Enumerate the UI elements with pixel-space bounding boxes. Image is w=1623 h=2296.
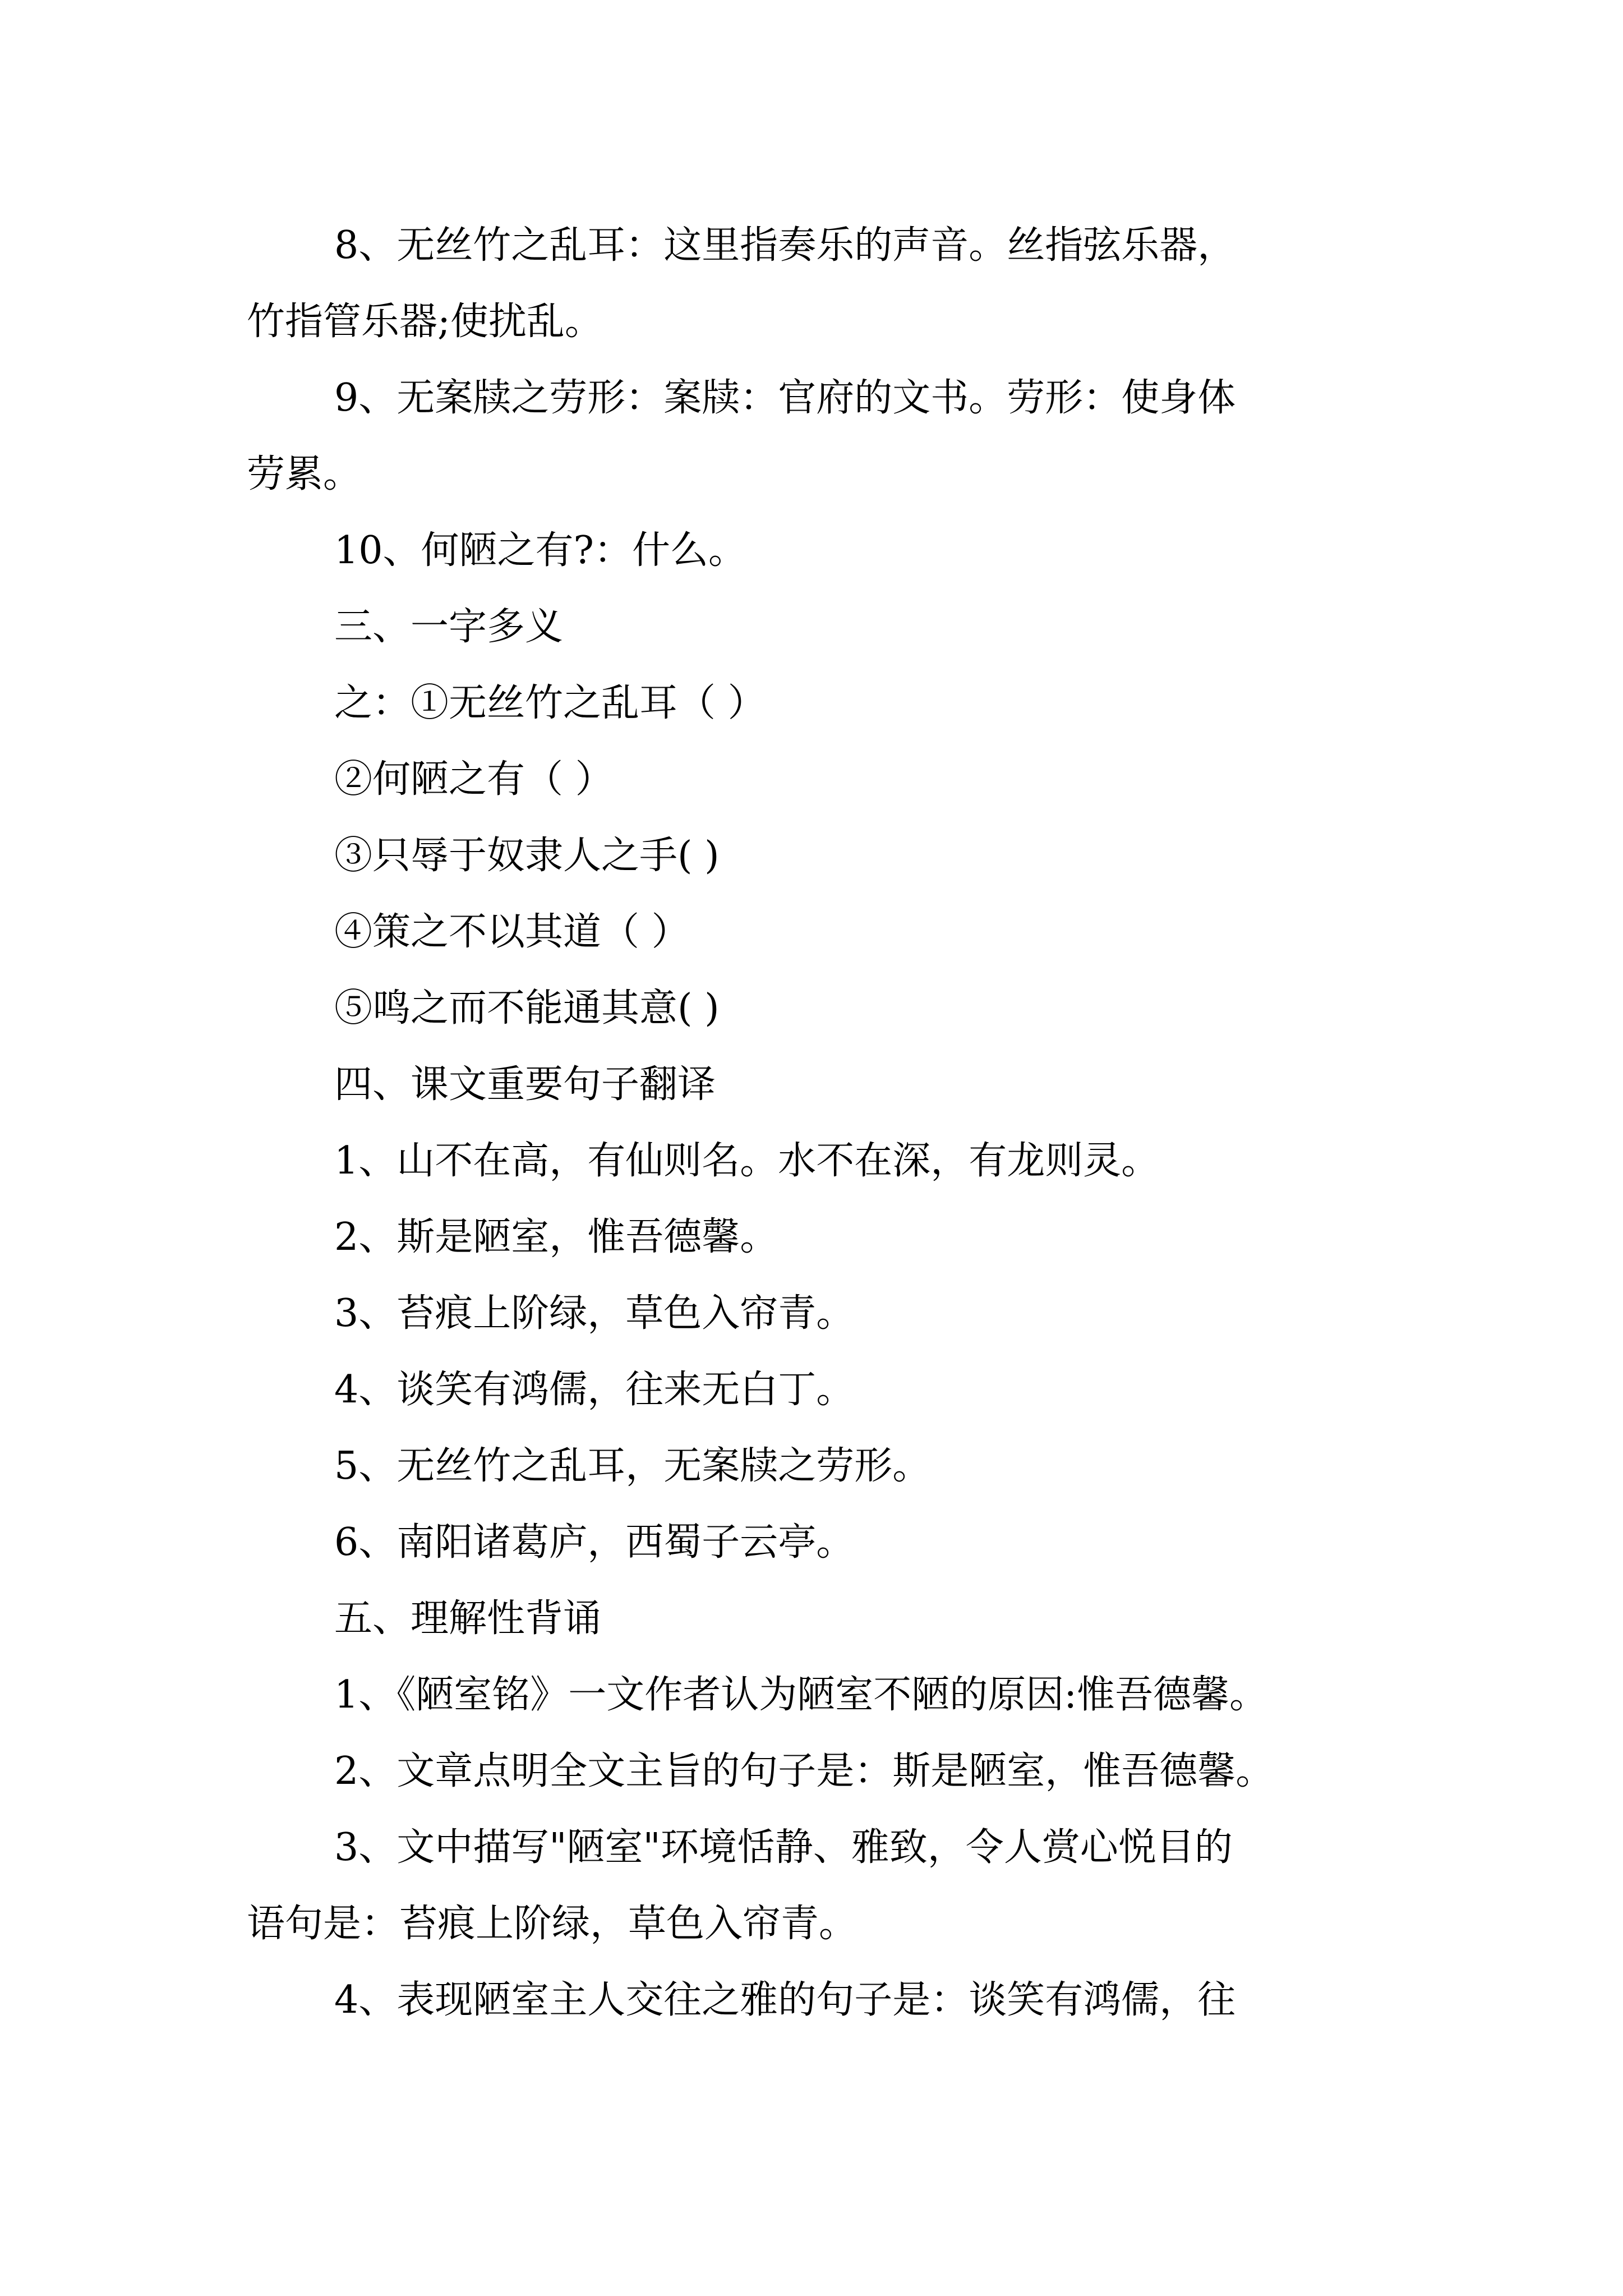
text-line: 4、表现陋室主人交往之雅的句子是：谈笑有鸿儒，往	[334, 1978, 1236, 2022]
text-line: 9、无案牍之劳形：案牍：官府的文书。劳形：使身体	[334, 376, 1236, 420]
text-line: 之：①无丝竹之乱耳（ ）	[334, 681, 766, 725]
section-heading: 四、课文重要句子翻译	[334, 1062, 716, 1107]
text-line: ②何陋之有（ ）	[334, 757, 614, 802]
text-line: 5、无丝竹之乱耳，无案牍之劳形。	[334, 1444, 931, 1488]
text-line: 2、斯是陋室，惟吾德馨。	[334, 1215, 778, 1259]
text-line: ⑤鸣之而不能通其意( )	[334, 986, 720, 1030]
text-line: 2、文章点明全文主旨的句子是：斯是陋室，惟吾德馨。	[334, 1749, 1274, 1793]
text-line: 1、山不在高，有仙则名。水不在深，有龙则灵。	[334, 1139, 1160, 1183]
text-line: ④策之不以其道（ ）	[334, 910, 690, 954]
text-line: ③只辱于奴隶人之手( )	[334, 834, 720, 878]
text-line: 6、南阳诸葛庐，西蜀子云亭。	[334, 1520, 855, 1565]
text-line: 3、文中描写"陋室"环境恬静、雅致，令人赏心悦目的	[334, 1825, 1233, 1870]
text-line: 8、无丝竹之乱耳：这里指奏乐的声音。丝指弦乐器，	[334, 223, 1236, 268]
section-heading: 三、一字多义	[334, 605, 564, 649]
text-line: 劳累。	[247, 452, 362, 496]
text-line: 3、苔痕上阶绿，草色入帘青。	[334, 1291, 855, 1336]
section-heading: 五、理解性背诵	[334, 1596, 602, 1641]
text-line: 1、《陋室铭》一文作者认为陋室不陋的原因:惟吾德馨。	[334, 1673, 1268, 1717]
text-line: 竹指管乐器;使扰乱。	[247, 300, 603, 344]
text-line: 4、谈笑有鸿儒，往来无白丁。	[334, 1368, 855, 1412]
text-line: 语句是：苔痕上阶绿，草色入帘青。	[247, 1902, 857, 1946]
text-line: 10、何陋之有?：什么。	[334, 528, 746, 573]
